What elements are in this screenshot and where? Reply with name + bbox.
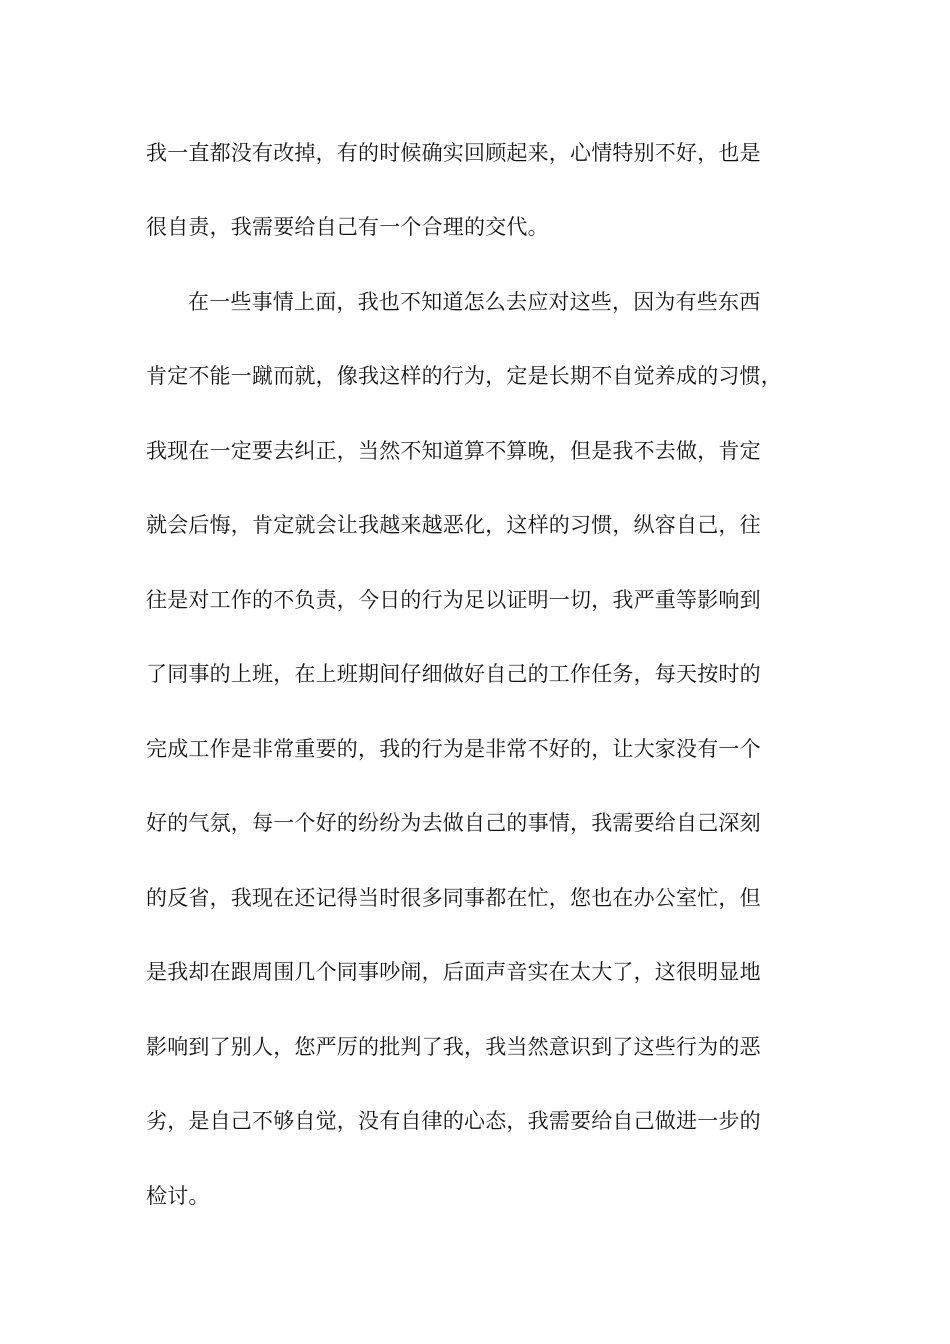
text-line: 是我却在跟周围几个同事吵闹，后面声音实在太大了，这很明显地 bbox=[146, 960, 761, 984]
text-line: 完成工作是非常重要的，我的行为是非常不好的，让大家没有一个 bbox=[146, 737, 761, 761]
text-line: 很自责，我需要给自己有一个合理的交代。 bbox=[146, 215, 549, 239]
text-line: 了同事的上班，在上班期间仔细做好自己的工作任务，每天按时的 bbox=[146, 662, 761, 686]
text-line: 往是对工作的不负责，今日的行为足以证明一切，我严重等影响到 bbox=[146, 588, 761, 612]
text-line: 好的气氛，每一个好的纷纷为去做自己的事情，我需要给自己深刻 bbox=[146, 811, 761, 835]
text-line: 就会后悔，肯定就会让我越来越恶化，这样的习惯，纵容自己，往 bbox=[146, 513, 761, 537]
text-line: 检讨。 bbox=[146, 1184, 210, 1208]
text-line: 影响到了别人，您严厉的批判了我，我当然意识到了这些行为的恶 bbox=[146, 1035, 761, 1059]
text-line: 肯定不能一蹴而就，像我这样的行为，定是长期不自觉养成的习惯， bbox=[146, 364, 782, 388]
paragraph-first-line: 在一些事情上面，我也不知道怎么去应对这些，因为有些东西 bbox=[188, 290, 761, 314]
text-line: 我一直都没有改掉，有的时候确实回顾起来，心情特别不好，也是 bbox=[146, 141, 761, 165]
text-line: 劣，是自己不够自觉，没有自律的心态，我需要给自己做进一步的 bbox=[146, 1109, 761, 1133]
text-line: 我现在一定要去纠正，当然不知道算不算晚，但是我不去做，肯定 bbox=[146, 439, 761, 463]
text-line: 的反省，我现在还记得当时很多同事都在忙，您也在办公室忙，但 bbox=[146, 886, 761, 910]
